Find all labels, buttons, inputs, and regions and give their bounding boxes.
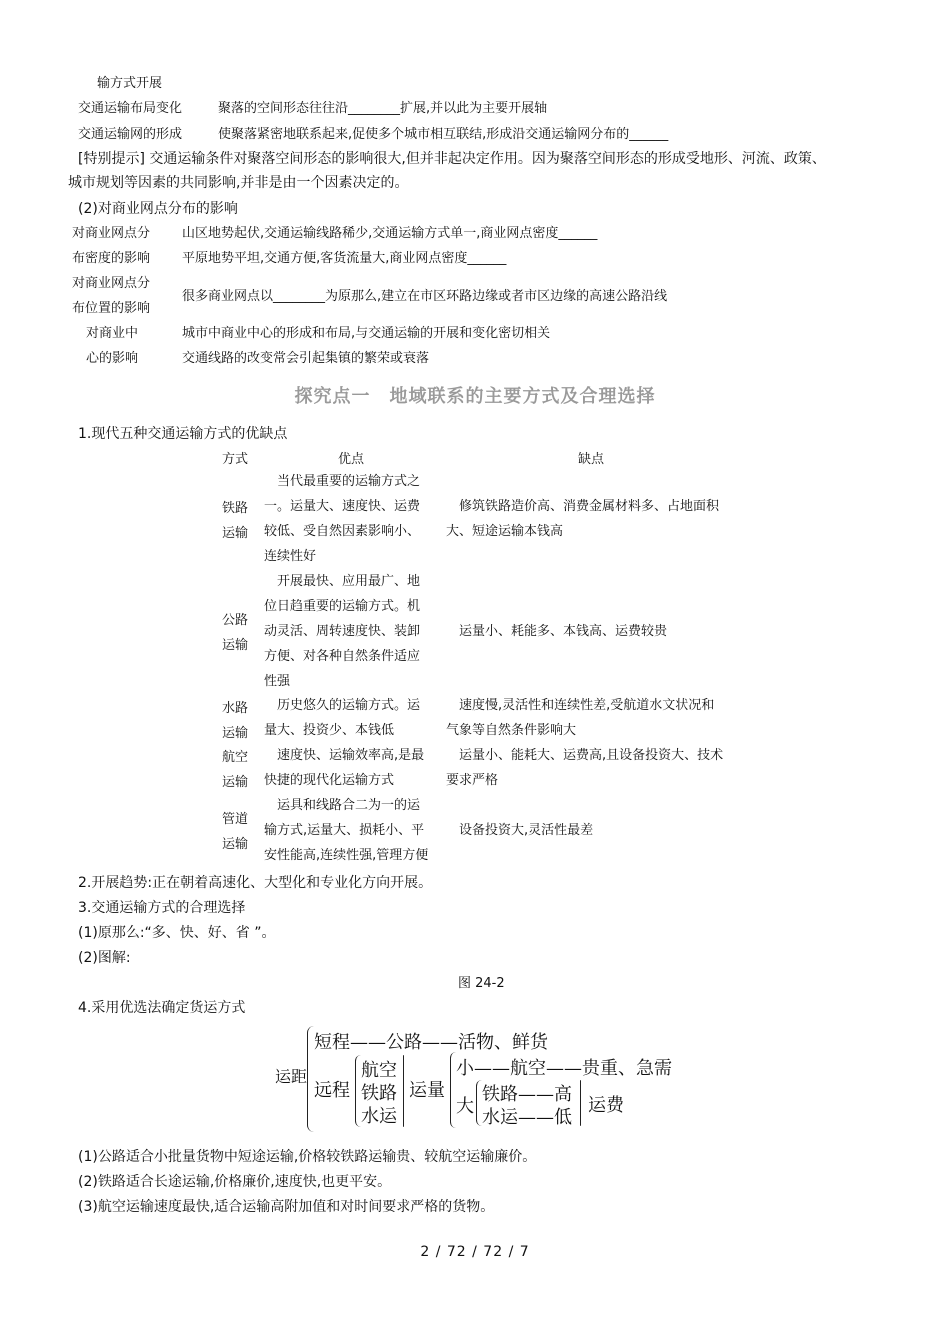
pipe-pro-line: 运具和线路合二为一的运 [264, 798, 421, 813]
rail-con-line: 大、短途运输本钱高 [446, 524, 564, 539]
commerce-density-label-a: 对商业网点分 [72, 226, 151, 241]
header-con: 缺点 [578, 452, 605, 467]
rail-pro-line: 一。运量大、速度快、运费 [264, 499, 421, 514]
air-con-line: 运量小、能耗大、运费高,且设备投资大、技术 [446, 748, 724, 763]
mode-water-a: 水路 [222, 701, 249, 716]
note-rail: (2)铁路适合长途运输,价格廉价,速度快,也更平安。 [78, 1174, 392, 1190]
pipe-pro-line: 输方式,运量大、损耗小、平 [264, 823, 425, 838]
air-con-line: 要求严格 [446, 773, 499, 788]
subheading-commerce: (2)对商业网点分布的影响 [78, 201, 238, 217]
row-network-label: 交通运输网的形成 [78, 127, 183, 142]
header-mode: 方式 [222, 452, 249, 467]
road-cons [446, 619, 667, 644]
pipe-pro-line: 安性能高,连续性强,管理方便 [264, 848, 429, 863]
formula-large: 大 [456, 1096, 474, 1117]
air-pro-line: 速度快、运输效率高,是最 [264, 748, 425, 763]
brace-long-close [403, 1055, 404, 1127]
formula-air: 航空 [361, 1060, 397, 1081]
line-transport-mode: 输方式开展 [97, 76, 163, 91]
formula-long: 远程 [314, 1080, 350, 1101]
row-layout-text: 聚落的空间形态往往沿________扩展,并以此为主要开展轴 [218, 101, 548, 116]
water-pro-line: 量大、投资少、本钱低 [264, 723, 395, 738]
commerce-center-label-b: 心的影响 [86, 351, 139, 366]
row-network-text: 使聚落紧密地联系起来,促使多个城市相互联结,形成沿交通运输网分布的______ [218, 127, 669, 142]
note-road: (1)公路适合小批量货物中短途运输,价格较铁路运输贵、较航空运输廉价。 [78, 1149, 537, 1165]
road-pro-line: 方便、对各种自然条件适应 [264, 649, 421, 664]
commerce-center-text-a: 城市中商业中心的形成和布局,与交通运输的开展和变化密切相关 [182, 326, 551, 341]
commerce-center-label-a: 对商业中 [86, 326, 139, 341]
air-cons [446, 743, 723, 793]
water-pro-line: 历史悠久的运输方式。运 [264, 698, 421, 713]
mode-pipe-b: 运输 [222, 837, 249, 852]
rail-con-line: 修筑铁路造价高、消费金属材料多、占地面积 [446, 499, 720, 514]
mode-road-b: 运输 [222, 638, 249, 653]
commerce-position-text: 很多商业网点以________为原那么,建立在市区环路边缘或者市区边缘的高速公路沿线 [182, 289, 668, 304]
road-pro-line: 动灵活、周转速度快、装卸 [264, 624, 421, 639]
mode-rail-a: 铁路 [222, 501, 249, 516]
formula-short: 短程——公路——活物、鲜货 [314, 1032, 548, 1053]
commerce-density-label-b: 布密度的影响 [72, 251, 151, 266]
formula-water: 水运 [361, 1106, 397, 1127]
water-con-line: 速度慢,灵活性和连续性差,受航道水文状况和 [446, 698, 715, 713]
commerce-position-label-b: 布位置的影响 [72, 301, 151, 316]
road-pro-line: 开展最快、应用最广、地 [264, 574, 421, 589]
formula-cost: 运费 [588, 1095, 624, 1116]
mode-air-b: 运输 [222, 775, 249, 790]
pipe-pros [264, 793, 428, 868]
mode-road-a: 公路 [222, 613, 249, 628]
rail-pros [264, 469, 420, 569]
water-cons [446, 693, 714, 743]
header-pro: 优点 [338, 452, 365, 467]
brace-distance [307, 1026, 314, 1132]
commerce-position-label-a: 对商业网点分 [72, 276, 151, 291]
formula-rail: 铁路 [361, 1083, 397, 1104]
special-tip-line1: [特别提示] 交通运输条件对聚落空间形态的影响很大,但并非起决定作用。因为聚落空间形态的形成受地形、河流、政策、 [78, 151, 826, 167]
road-pro-line: 位日趋重要的运输方式。机 [264, 599, 421, 614]
formula-small: 小——航空——贵重、急需 [456, 1058, 672, 1079]
road-pro-line: 性强 [264, 674, 291, 689]
section-title: 探究点一 地域联系的主要方式及合理选择 [294, 386, 656, 407]
figure-caption: 图 24-2 [458, 976, 505, 991]
diagram-label: (2)图解: [78, 950, 131, 966]
method-heading: 4.采用优选法确定货运方式 [78, 1000, 246, 1016]
formula-water-low: 水运——低 [482, 1107, 572, 1128]
formula-distance: 运距 [275, 1067, 308, 1086]
mode-air-a: 航空 [222, 750, 249, 765]
formula-volume: 运量 [409, 1080, 445, 1101]
brace-large-close [580, 1080, 581, 1126]
commerce-density-text-b: 平原地势平坦,交通方便,客货流量大,商业网点密度______ [182, 251, 507, 266]
note-air: (3)航空运输速度最快,适合运输高附加值和对时间要求严格的货物。 [78, 1199, 495, 1215]
row-layout-label: 交通运输布局变化 [78, 101, 183, 116]
special-tip-line2: 城市规划等因素的共同影响,并非是由一个因素决定的。 [68, 175, 409, 191]
air-pro-line: 快捷的现代化运输方式 [264, 773, 395, 788]
rail-pro-line: 连续性好 [264, 549, 317, 564]
pipe-cons [446, 818, 593, 843]
choice-heading: 3.交通运输方式的合理选择 [78, 900, 246, 916]
pipe-con-line: 设备投资大,灵活性最差 [446, 823, 594, 838]
principle-line: (1)原那么:“多、快、好、省 ”。 [78, 925, 276, 941]
table-heading: 1.现代五种交通运输方式的优缺点 [78, 426, 288, 442]
mode-water-b: 运输 [222, 726, 249, 741]
mode-rail-b: 运输 [222, 526, 249, 541]
commerce-center-text-b: 交通线路的改变常会引起集镇的繁荣或衰落 [182, 351, 430, 366]
trend-line: 2.开展趋势:正在朝着高速化、大型化和专业化方向开展。 [78, 875, 433, 891]
road-pros [264, 569, 420, 694]
water-pros [264, 693, 420, 743]
water-con-line: 气象等自然条件影响大 [446, 723, 577, 738]
rail-pro-line: 较低、受自然因素影响小、 [264, 524, 421, 539]
commerce-density-text-a: 山区地势起伏,交通运输线路稀少,交通运输方式单一,商业网点密度______ [182, 226, 598, 241]
mode-pipe-a: 管道 [222, 812, 249, 827]
formula-rail-high: 铁路——高 [482, 1084, 572, 1105]
rail-cons [446, 494, 719, 544]
air-pros [264, 743, 424, 793]
road-con-line: 运量小、耗能多、本钱高、运费较贵 [446, 624, 668, 639]
page-number: 2 / 72 / 72 / 7 [420, 1244, 530, 1260]
rail-pro-line: 当代最重要的运输方式之 [264, 474, 421, 489]
